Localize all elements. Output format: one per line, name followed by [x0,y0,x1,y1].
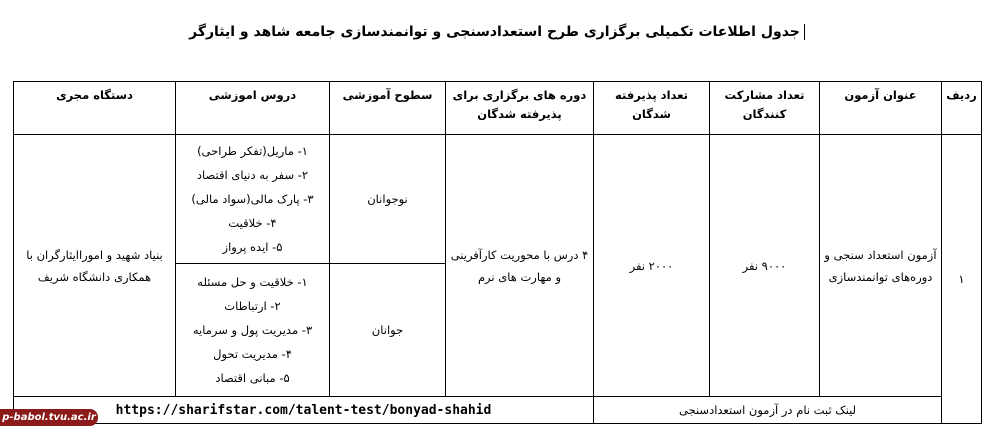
row-number: ۱ [942,135,982,424]
header-row-number: ردیف [942,82,982,135]
list-item: ۲- سفر به دنیای اقتصاد [196,168,309,182]
list-item: ۱- ماریل(تفکر طراحی) [197,144,308,158]
lessons-youth [176,264,330,397]
list-item: ۴- مدیریت تحول [213,347,292,361]
footer-row [14,397,982,424]
list-item: ۲- ارتباطات [224,299,281,313]
level-youth: جوانان [330,264,446,397]
courses-desc: ۴ درس با محوریت کارآفرینی و مهارت های نرم [446,135,594,397]
header-org: دستگاه مجری [14,82,176,135]
list-item: ۱- خلاقیت و حل مسئله [197,275,308,289]
header-courses: دوره های برگزاری برای پذیرفته شدگان [446,82,594,135]
lessons-teens [176,135,330,264]
accepted-count: ۲۰۰۰ نفر [594,135,710,397]
org-name: بنیاد شهید و اموراایثارگران با همکاری دانشگاه شریف [14,135,176,397]
list-item: ۵- مبانی اقتصاد [215,371,290,385]
table-row [14,135,982,264]
exam-title: آزمون استعداد سنجی و دوره‌های توانمندسازی [820,135,942,397]
header-accepted: تعداد پذیرفته شدگان [594,82,710,135]
header-exam: عنوان آزمون [820,82,942,135]
site-watermark: p-babol.tvu.ac.ir [0,409,98,426]
registration-label: لینک ثبت نام در آزمون استعدادسنجی [594,397,942,424]
list-item: ۴- خلاقیت [228,216,277,230]
level-teens: نوجوانان [330,135,446,264]
page-title: جدول اطلاعات تکمیلی برگزاری طرح استعدادسنجی و توانمندسازی جامعه شاهد و ایثارگر [0,24,994,40]
list-item: ۵- ایده پرواز [222,240,283,254]
list-item: ۳- مدیریت پول و سرمایه [192,323,313,337]
header-lessons: دروس اموزشی [176,82,330,135]
header-levels: سطوح آموزشی [330,82,446,135]
header-row [14,82,982,135]
participants-count: ۹۰۰۰ نفر [710,135,820,397]
info-table [13,81,982,424]
registration-link[interactable]: https://sharifstar.com/talent-test/bonyad-shahid [14,397,594,424]
header-participants: تعداد مشارکت کنندگان [710,82,820,135]
list-item: ۳- پارک مالی(سواد مالی) [191,192,314,206]
